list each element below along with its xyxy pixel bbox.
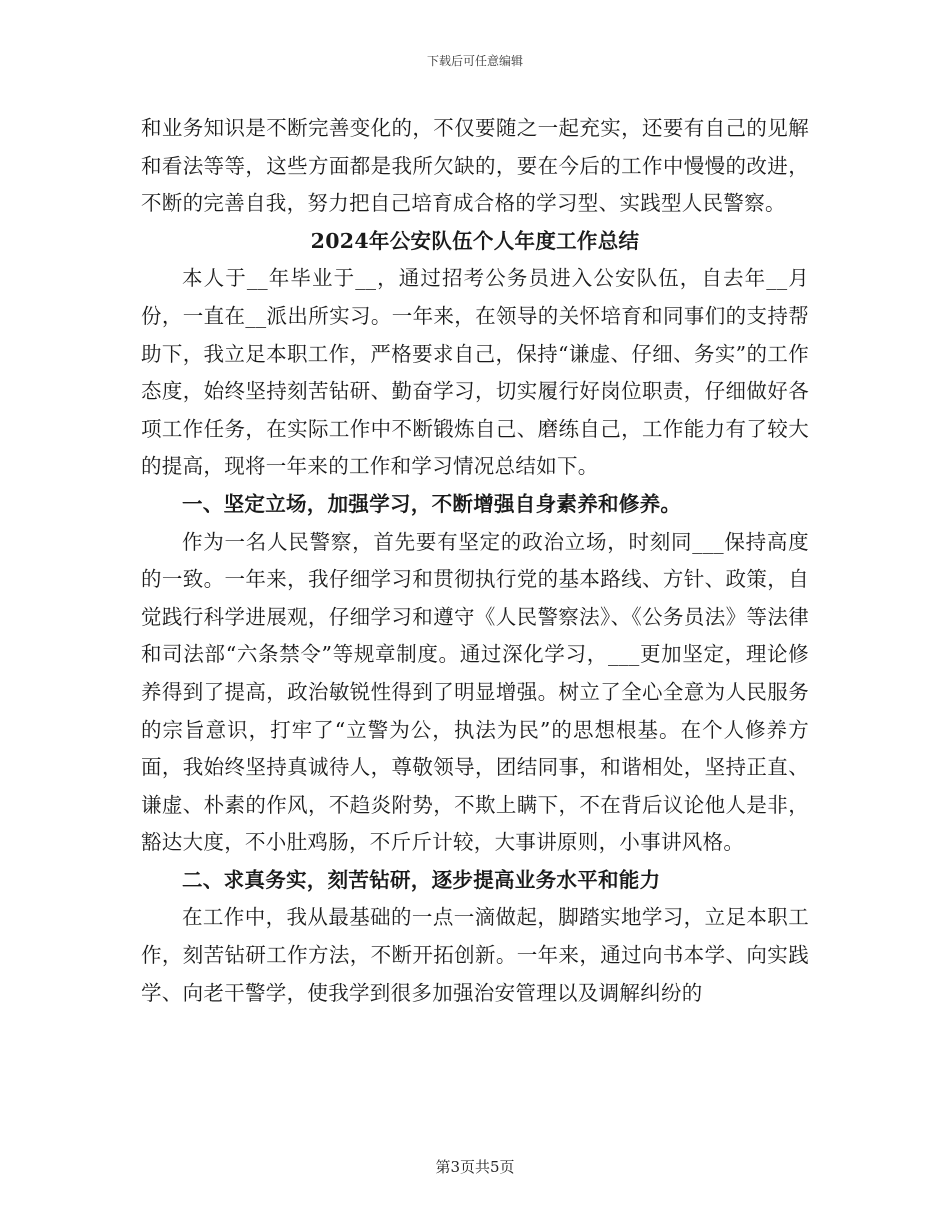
page-number: 第3页共5页 xyxy=(435,1158,515,1176)
section-2-heading: 二、求真务实，刻苦钻研，逐步提高业务水平和能力 xyxy=(182,867,661,892)
section-1-heading: 一、坚定立场，加强学习，不断增强自身素养和修养。 xyxy=(182,491,682,516)
page-header-note: 下载后可任意编辑 xyxy=(426,54,523,68)
intro-paragraph: 和业务知识是不断完善变化的，不仅要随之一起充实，还要有自己的见解和看法等等，这些方面都是我所欠缺的，要在今后的工作中慢慢的改进，不断的完善自我，努力把自己培育成合格的学习型、实践型人民警察。 xyxy=(141,116,809,216)
document-body xyxy=(141,110,809,1012)
paragraph-2: 作为一名人民警察，首先要有坚定的政治立场，时刻同___保持高度的一致。一年来，我仔细学习和贯彻执行党的基本路线、方针、政策，自觉践行科学进展观，仔细学习和遵守《人民警察法》、《公务员法》等法律和司法部“六条禁令”等规章制度。通过深化学习，___更加坚定，理论修养得到了提高，政治敏锐性得到了明显增强。树立了全心全意为人民服务的宗旨意识，打牢了“立警为公，执法为民”的思想根基。在个人修养方面，我始终坚持真诚待人，尊敬领导，团结同事，和谐相处，坚持正直、谦虚、朴素的作风，不趋炎附势，不欺上瞒下，不在背后议论他人是非，豁达大度，不小肚鸡肠，不斤斤计较，大事讲原则，小事讲风格。 xyxy=(141,529,809,855)
paragraph-1: 本人于__年毕业于__，通过招考公务员进入公安队伍，自去年__月份，一直在__派出所实习。一年来，在领导的关怀培育和同事们的支持帮助下，我立足本职工作，严格要求自己，保持“谦虚、仔细、务实”的工作态度，始终坚持刻苦钻研、勤奋学习，切实履行好岗位职责，仔细做好各项工作任务，在实际工作中不断锻炼自己、磨练自己，工作能力有了较大的提高，现将一年来的工作和学习情况总结如下。 xyxy=(141,266,809,479)
document-title: 2024年公安队伍个人年度工作总结 xyxy=(310,228,640,253)
paragraph-3: 在工作中，我从最基础的一点一滴做起，脚踏实地学习，立足本职工作，刻苦钻研工作方法，不断开拓创新。一年来，通过向书本学、向实践学、向老干警学，使我学到很多加强治安管理以及调解纠纷的 xyxy=(141,905,809,1005)
